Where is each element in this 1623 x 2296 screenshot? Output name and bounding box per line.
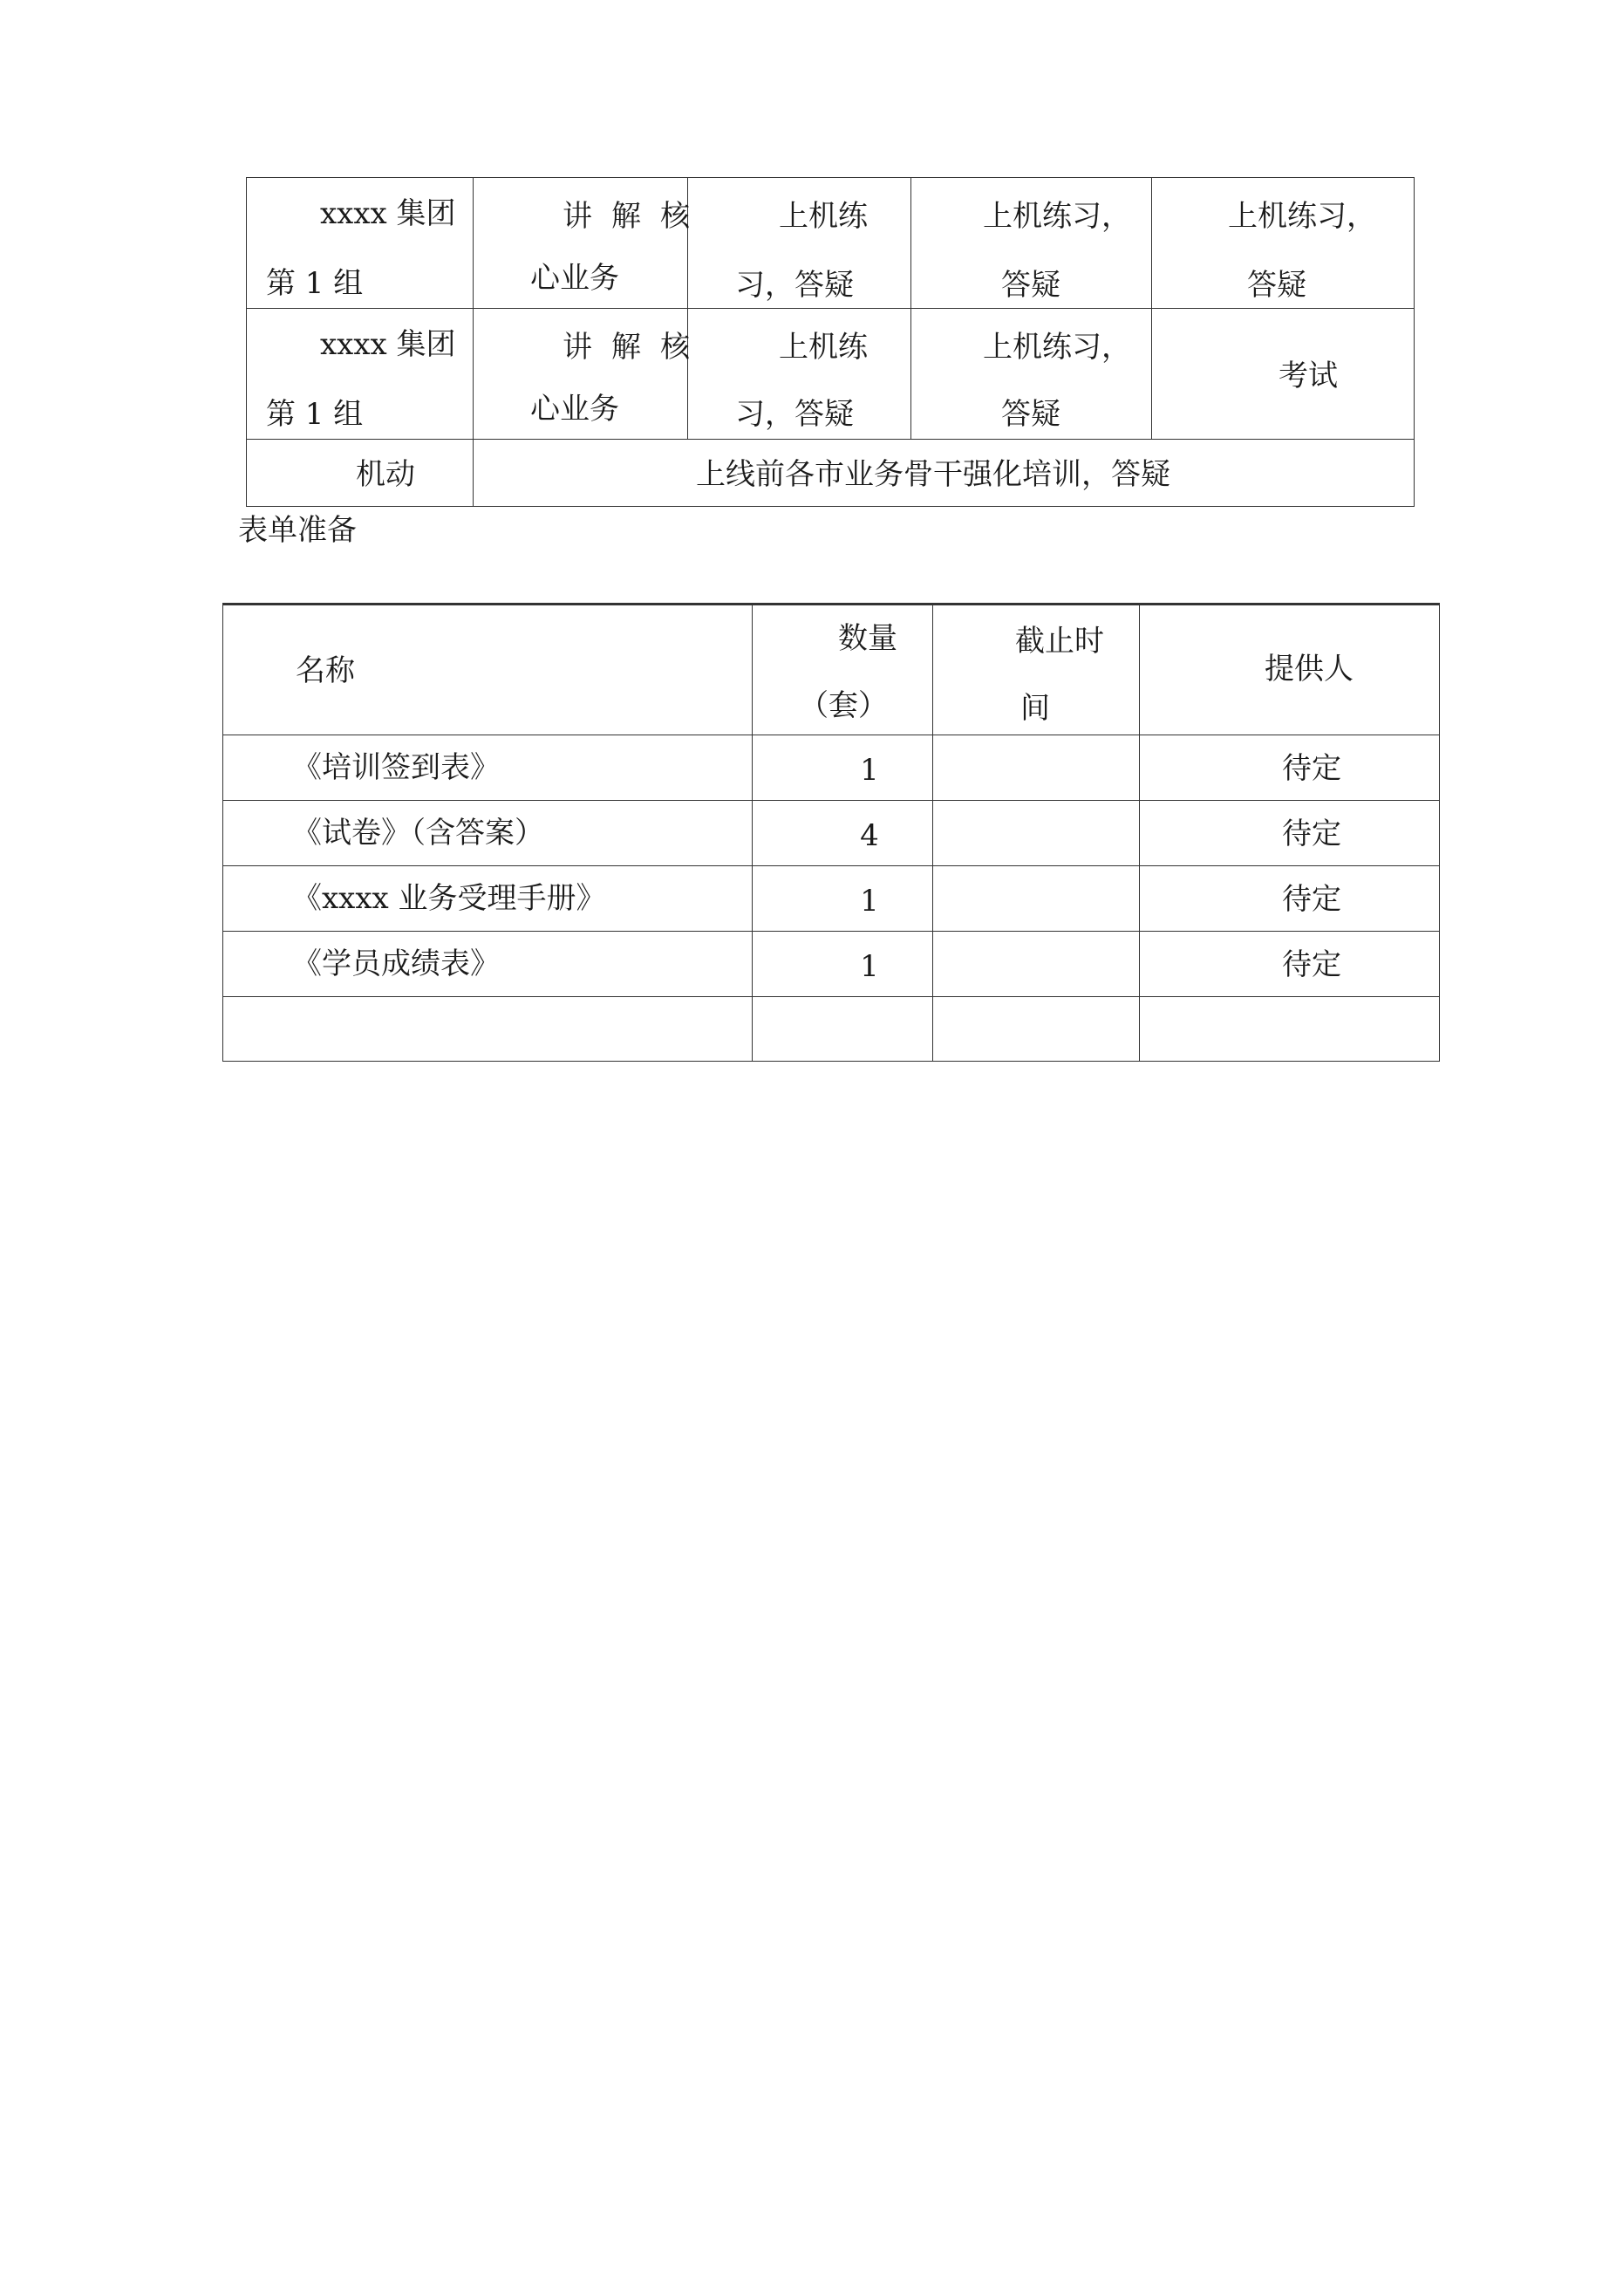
- forms-table-row-divider: [222, 800, 1440, 801]
- header-name: 名称: [296, 653, 355, 688]
- forms-table-border-bottom: [222, 1061, 1440, 1062]
- form-row-name: 《培训签到表》: [292, 750, 500, 785]
- day2-activity-line1: 上机练: [779, 199, 868, 234]
- schedule-table-row-divider: [246, 439, 1415, 440]
- schedule-table-row-divider: [246, 308, 1415, 309]
- day1-activity-line1: 讲解核: [563, 330, 709, 365]
- schedule-table-col-divider: [910, 177, 911, 439]
- day2-activity-line2: 习，答疑: [735, 397, 854, 432]
- schedule-table-border-left: [246, 177, 247, 506]
- header-quantity-line2: （套）: [799, 688, 888, 723]
- schedule-table-border-bottom: [246, 506, 1415, 507]
- day3-activity-line1: 上机练习，: [983, 330, 1131, 365]
- forms-table-col-divider: [752, 603, 753, 1061]
- form-row-quantity: 4: [860, 818, 879, 853]
- forms-table-border-left: [222, 603, 223, 1061]
- form-row-provider: 待定: [1282, 817, 1341, 851]
- form-row-quantity: 1: [860, 753, 879, 788]
- schedule-table-border-right: [1414, 177, 1415, 506]
- form-row-quantity: 1: [860, 884, 879, 919]
- form-row-name: 《xxxx 业务受理手册》: [292, 881, 606, 916]
- group-name-line1: xxxx 集团: [320, 327, 456, 362]
- day4-activity-exam: 考试: [1279, 359, 1338, 393]
- form-row-provider: 待定: [1282, 947, 1341, 982]
- schedule-table-col-divider: [1151, 177, 1152, 439]
- form-row-name: 《学员成绩表》: [292, 946, 500, 981]
- group-name-line2: 第 1 组: [266, 266, 364, 301]
- forms-table-row-divider: [222, 865, 1440, 866]
- flex-row-label: 机动: [356, 457, 415, 492]
- form-row-quantity: 1: [860, 949, 879, 984]
- day1-activity-line2: 心业务: [530, 261, 619, 296]
- day4-activity-line2: 答疑: [1247, 268, 1306, 303]
- form-row-provider: 待定: [1282, 882, 1341, 917]
- day3-activity-line2: 答疑: [1001, 268, 1060, 303]
- schedule-table-border-top: [246, 177, 1415, 178]
- section-title: 表单准备: [238, 513, 357, 548]
- forms-table-col-divider: [932, 603, 933, 1061]
- forms-table-border-top: [222, 603, 1440, 605]
- day4-activity-line1: 上机练习，: [1228, 199, 1376, 234]
- flex-row-content: 上线前各市业务骨干强化培训，答疑: [696, 457, 1170, 492]
- forms-table-row-divider: [222, 996, 1440, 997]
- form-row-provider: 待定: [1282, 751, 1341, 786]
- group-name-line1: xxxx 集团: [320, 196, 456, 231]
- day3-activity-line2: 答疑: [1001, 397, 1060, 432]
- day2-activity-line1: 上机练: [779, 330, 868, 365]
- forms-table-border-right: [1439, 603, 1440, 1061]
- schedule-table-col-divider: [473, 177, 474, 506]
- group-name-line2: 第 1 组: [266, 397, 364, 432]
- header-quantity-line1: 数量: [838, 621, 897, 656]
- header-deadline-line2: 间: [1020, 691, 1050, 726]
- forms-table-row-divider: [222, 931, 1440, 932]
- header-provider: 提供人: [1265, 652, 1354, 687]
- day2-activity-line2: 习，答疑: [735, 268, 854, 303]
- day1-activity-line1: 讲解核: [563, 199, 709, 234]
- forms-table-col-divider: [1139, 603, 1140, 1061]
- day1-activity-line2: 心业务: [530, 392, 619, 427]
- header-deadline-line1: 截止时: [1015, 624, 1104, 659]
- form-row-name: 《试卷》（含答案）: [292, 816, 544, 851]
- day3-activity-line1: 上机练习，: [983, 199, 1131, 234]
